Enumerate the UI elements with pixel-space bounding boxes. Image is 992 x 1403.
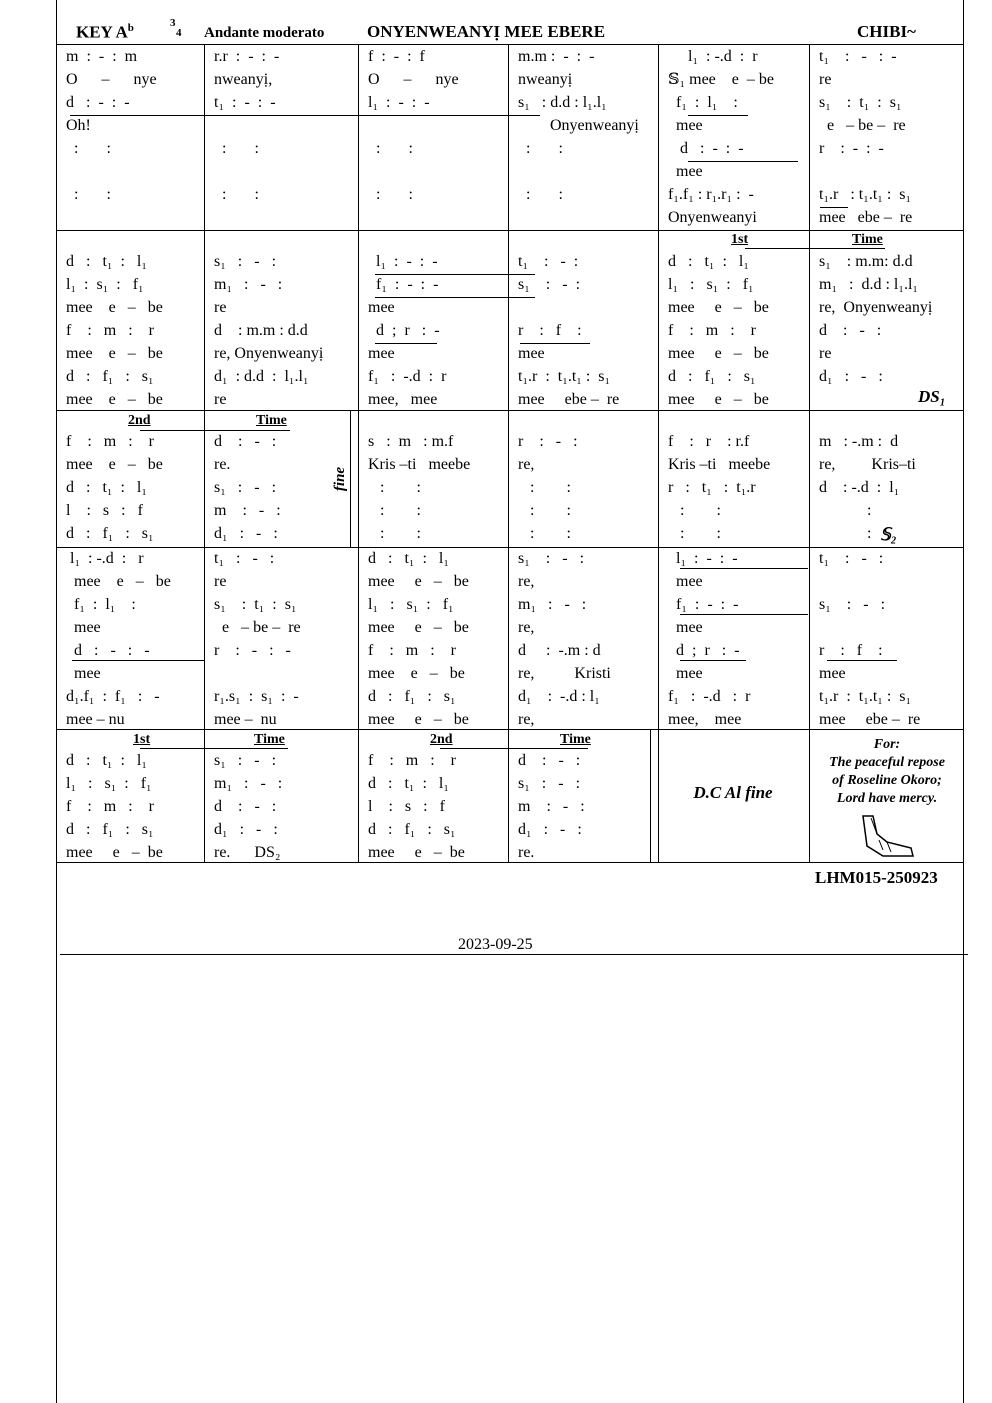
bar-line xyxy=(204,44,205,862)
notation-line: d : t₁ : l₁ xyxy=(66,752,147,769)
notation-line: mee xyxy=(668,117,703,134)
notation-line: mee xyxy=(518,345,545,362)
notation-line: t₁.r : t₁.t₁ : s₁ xyxy=(518,368,611,385)
document-date: 2023-09-25 xyxy=(458,936,533,953)
composer: CHIBI~ xyxy=(857,22,916,41)
notation-line: d : - : - xyxy=(668,140,744,157)
notation-line: : : xyxy=(368,525,421,542)
rule xyxy=(56,547,964,548)
notation-line: s₁ : m.m: d.d xyxy=(819,253,913,270)
notation-line: t₁.r : t₁.t₁ : s₁ xyxy=(819,688,912,705)
notation-line: re, Onyenweanyị xyxy=(214,345,324,362)
notation-line: d₁ : d.d : l₁.l₁ xyxy=(214,368,309,385)
underline xyxy=(70,115,540,116)
notation-line: mee e – be xyxy=(668,345,769,362)
notation-line: mee e – be xyxy=(66,345,163,362)
bar-line xyxy=(508,44,509,862)
notation-line: m₁ : - : xyxy=(214,276,283,293)
notation-line: mee, mee xyxy=(368,391,438,408)
notation-line: l : s : f xyxy=(66,502,143,519)
notation-line: Kris –ti meebe xyxy=(368,456,471,473)
notation-line: l₁ : s₁ : f₁ xyxy=(368,596,454,613)
notation-line: d : t₁ : l₁ xyxy=(368,550,449,567)
dedication-line: The peaceful repose xyxy=(829,755,945,770)
notation-line: d : f₁ : s₁ xyxy=(368,821,456,838)
notation-line: m : - : m xyxy=(66,48,138,65)
notation-line: s₁ : t₁ : s₁ xyxy=(819,94,902,111)
notation-line: f₁ : l₁ : xyxy=(668,94,738,111)
notation-line: mee e – be xyxy=(368,665,465,682)
notation-line: mee – nu xyxy=(214,711,277,728)
underline xyxy=(688,115,748,116)
notation-line: mee xyxy=(66,665,101,682)
key-signature: KEY $A^b$ xyxy=(76,22,134,42)
notation-line: re. DS₂ xyxy=(214,844,281,861)
notation-line: f : m : r xyxy=(66,798,154,815)
notation-line: : : xyxy=(368,502,421,519)
notation-line: re xyxy=(214,573,227,590)
notation-line: d : - : xyxy=(214,798,277,815)
notation-line: d₁ : - : xyxy=(214,821,278,838)
notation-line: d : -.m : d xyxy=(518,642,601,659)
notation-line: t₁.r : t₁.t₁ : s₁ xyxy=(819,186,912,203)
notation-line: t₁ : - : xyxy=(819,550,884,567)
notation-line: mee e – be xyxy=(668,299,769,316)
notation-line: s : m : m.f xyxy=(368,433,454,450)
notation-line: f : m : r xyxy=(66,322,154,339)
dedication-line: For: xyxy=(873,737,901,752)
notation-line: l₁ : - : - xyxy=(668,550,738,567)
notation-line: mee e – be xyxy=(66,391,163,408)
underline xyxy=(375,343,437,344)
notation-line: s₁ : t₁ : s₁ xyxy=(214,596,297,613)
second-time-label: 2nd xyxy=(430,732,453,747)
notation-line: d : - : - xyxy=(66,642,150,659)
notation-line: l₁ : s₁ : f₁ xyxy=(668,276,754,293)
notation-line: e – be – re xyxy=(819,117,906,134)
notation-line: re, xyxy=(518,456,535,473)
first-time-label: 1st xyxy=(133,732,151,747)
underline xyxy=(688,161,798,162)
notation-line: f : m : r xyxy=(368,642,456,659)
notation-line: mee ebe – re xyxy=(819,209,913,226)
rule xyxy=(56,44,964,45)
notation-line: mee xyxy=(819,665,846,682)
notation-line: re, Kris–ti xyxy=(819,456,916,473)
time-label: Time xyxy=(852,232,883,247)
notation-line: d : t₁ : l₁ xyxy=(66,479,147,496)
notation-line: re, Onyenweanyị xyxy=(819,299,933,316)
notation-line: l₁ : s₁ : f₁ xyxy=(66,276,144,293)
notation-line: s₁ : - : xyxy=(518,276,581,293)
notation-line: m₁ : - : xyxy=(214,775,283,792)
time-label: Time xyxy=(560,732,591,747)
double-bar xyxy=(650,729,651,862)
underline xyxy=(820,207,848,208)
notation-line: d : f₁ : s₁ xyxy=(368,688,456,705)
notation-line: mee, mee xyxy=(668,711,742,728)
volta-bracket xyxy=(745,248,885,249)
rule xyxy=(56,410,964,411)
underline xyxy=(520,343,590,344)
notation-line: mee ebe – re xyxy=(819,711,921,728)
notation-line: : : xyxy=(518,479,571,496)
notation-line: d₁ : - : xyxy=(819,368,883,385)
notation-line: mee e – be xyxy=(66,456,163,473)
notation-line: l₁ : - : - xyxy=(368,253,438,270)
bar-line xyxy=(658,44,659,862)
volta-bracket xyxy=(440,748,588,749)
underline xyxy=(680,568,808,569)
notation-line: mee e – be xyxy=(66,573,171,590)
notation-line: e – be – re xyxy=(214,619,301,636)
notation-line: d : -.d : l₁ xyxy=(819,479,900,496)
notation-line: re xyxy=(819,345,832,362)
notation-line: m₁ : d.d : l₁.l₁ xyxy=(819,276,918,293)
notation-line: d : t₁ : l₁ xyxy=(66,253,147,270)
notation-line: d₁ : - : xyxy=(518,821,582,838)
fine-marker: fine xyxy=(332,466,349,492)
notation-line: : : xyxy=(66,186,111,203)
notation-line: re, Kristi xyxy=(518,665,611,682)
notation-line: : xyxy=(819,525,872,542)
underline xyxy=(375,297,535,298)
fine-bar xyxy=(350,410,351,547)
notation-line: f₁.f₁ : r₁.r₁ : - xyxy=(668,186,754,203)
notation-line: r : - : - xyxy=(214,642,291,659)
notation-line: re xyxy=(214,299,227,316)
time-label: Time xyxy=(254,732,285,747)
notation-line: mee e – be xyxy=(368,573,469,590)
notation-line: m : - : xyxy=(214,502,281,519)
notation-line: O – nye xyxy=(66,71,157,88)
notation-line: d : f₁ : s₁ xyxy=(66,525,154,542)
notation-line: mee xyxy=(368,345,395,362)
notation-line: r : f : xyxy=(518,322,582,339)
notation-line: d ; r : - xyxy=(368,322,440,339)
song-title: ONYENWEANYỊ MEE EBERE xyxy=(367,22,606,41)
first-time-label: 1st xyxy=(731,232,749,247)
rule xyxy=(56,230,964,231)
rule xyxy=(56,729,964,730)
notation-line: f : m : r xyxy=(368,752,456,769)
notation-line: d₁ : - : xyxy=(214,525,278,542)
notation-line: re. xyxy=(518,844,535,861)
notation-line: t₁ : - : xyxy=(518,253,579,270)
notation-line: mee e – be xyxy=(66,299,163,316)
notation-line: : : xyxy=(368,140,413,157)
notation-line: mee xyxy=(66,619,101,636)
notation-line: : : xyxy=(214,140,259,157)
notation-line: d₁ : -.d : l₁ xyxy=(518,688,600,705)
notation-line: mee xyxy=(668,665,703,682)
underline xyxy=(827,660,897,661)
volta-bracket xyxy=(140,430,290,431)
notation-line: l₁ : -.d : r xyxy=(668,48,758,65)
notation-line: d₁.f₁ : f₁ : - xyxy=(66,688,160,705)
notation-line: Oh! xyxy=(66,117,91,134)
underline xyxy=(680,614,808,615)
time-signature: 3 4 xyxy=(170,17,182,39)
notation-line: : : xyxy=(518,186,563,203)
underline xyxy=(375,274,535,275)
notation-line: mee xyxy=(668,619,703,636)
praying-hands-icon xyxy=(853,812,917,865)
dedication-line: Lord have mercy. xyxy=(836,791,938,806)
notation-line: : : xyxy=(368,186,413,203)
notation-line: f₁ : l₁ : xyxy=(66,596,136,613)
notation-line: re xyxy=(214,391,227,408)
notation-line: : : xyxy=(518,525,571,542)
notation-line: r : - : - xyxy=(819,140,884,157)
dedication-note xyxy=(810,736,964,808)
notation-line: t₁ : - : - xyxy=(819,48,897,65)
notation-line: O – nye xyxy=(368,71,459,88)
notation-line: mee e – be xyxy=(368,844,465,861)
notation-line: m : -.m : d xyxy=(819,433,899,450)
notation-line: r : - : xyxy=(518,433,578,450)
notation-line: nweanyị, xyxy=(214,71,273,88)
segno-2-marker: 𝕊₂ xyxy=(880,525,897,544)
notation-line: f : m : r xyxy=(66,433,154,450)
notation-line: mee e – be xyxy=(368,711,469,728)
underline xyxy=(72,660,204,661)
notation-line: mee e – be xyxy=(66,844,163,861)
notation-line: m : - : xyxy=(518,798,585,815)
notation-line: s₁ : - : xyxy=(518,550,585,567)
notation-line: : : xyxy=(368,479,421,496)
notation-line: mee xyxy=(668,163,703,180)
notation-line: d : - : xyxy=(518,752,581,769)
notation-line: : : xyxy=(518,502,571,519)
notation-line: d : f₁ : s₁ xyxy=(66,821,154,838)
dc-al-fine: D.C Al fine xyxy=(693,783,773,802)
volta-bracket xyxy=(140,748,288,749)
notation-line: d : t₁ : l₁ xyxy=(668,253,749,270)
dedication-line: of Roseline Okoro; xyxy=(832,773,942,788)
notation-line: s₁ : - : xyxy=(819,596,886,613)
second-time-label: 2nd xyxy=(128,413,151,428)
notation-line: f₁ : -.d : r xyxy=(368,368,447,385)
notation-line: f₁ : -.d : r xyxy=(668,688,751,705)
notation-line: t₁ : - : - xyxy=(214,94,276,111)
notation-line: r : t₁ : t₁.r xyxy=(668,479,756,496)
notation-line: s₁ : - : xyxy=(518,775,581,792)
notation-line: d : - : xyxy=(819,322,882,339)
notation-line: s₁ : - : xyxy=(214,479,277,496)
notation-line: : : xyxy=(518,140,563,157)
notation-line: r : f : xyxy=(819,642,883,659)
notation-line: d : m.m : d.d xyxy=(214,322,308,339)
time-label: Time xyxy=(256,413,287,428)
notation-line: re xyxy=(819,71,832,88)
rule xyxy=(60,954,968,955)
notation-line: s₁ : - : xyxy=(214,253,277,270)
bar-line xyxy=(358,44,359,862)
notation-line: mee e – be xyxy=(668,391,769,408)
notation-line: re, xyxy=(518,619,535,636)
notation-line: l₁ : -.d : r xyxy=(66,550,144,567)
notation-line: Onyenweanyi xyxy=(668,209,757,226)
notation-line: mee xyxy=(668,573,703,590)
notation-line: d : f₁ : s₁ xyxy=(668,368,756,385)
notation-line: f : - : f xyxy=(368,48,425,65)
tempo-marking: Andante moderato xyxy=(204,25,325,41)
notation-line: : : xyxy=(668,525,721,542)
notation-line: d : t₁ : l₁ xyxy=(368,775,449,792)
notation-line: re. xyxy=(214,456,231,473)
underline xyxy=(680,660,746,661)
notation-line: : : xyxy=(214,186,259,203)
notation-line: l₁ : s₁ : f₁ xyxy=(66,775,152,792)
notation-line: re, xyxy=(518,711,535,728)
notation-line: d : - : - xyxy=(66,94,130,111)
notation-line: mee xyxy=(368,299,395,316)
notation-line: s₁ : - : xyxy=(214,752,277,769)
notation-line: d : - : xyxy=(214,433,277,450)
ds1-marker: DS₁ xyxy=(918,387,946,406)
notation-line: m₁ : - : xyxy=(518,596,587,613)
notation-line: nweanyị xyxy=(518,71,573,88)
notation-line: r.r : - : - xyxy=(214,48,280,65)
notation-line: m.m : - : - xyxy=(518,48,595,65)
notation-line: l : s : f xyxy=(368,798,445,815)
notation-line: mee – nu xyxy=(66,711,125,728)
notation-line: s₁ : d.d : l₁.l₁ xyxy=(518,94,607,111)
notation-line: f : r : r.f xyxy=(668,433,750,450)
notation-line: Kris –ti meebe xyxy=(668,456,771,473)
rule xyxy=(56,862,964,863)
notation-line: f₁ : - : - xyxy=(668,596,739,613)
notation-line: mee e – be xyxy=(368,619,469,636)
notation-line: mee ebe – re xyxy=(518,391,620,408)
notation-line: r₁.s₁ : s₁ : - xyxy=(214,688,299,705)
notation-line: : : xyxy=(66,140,111,157)
document-code: LHM015-250923 xyxy=(815,868,938,887)
notation-line: : : xyxy=(668,502,721,519)
notation-line: l₁ : - : - xyxy=(368,94,430,111)
notation-line: : xyxy=(819,502,872,519)
notation-line: d ; r : - xyxy=(668,642,740,659)
notation-line: re, xyxy=(518,573,535,590)
notation-line: d : f₁ : s₁ xyxy=(66,368,154,385)
notation-line: f : m : r xyxy=(668,322,756,339)
notation-line: 𝕊₁ mee e – be xyxy=(668,71,774,88)
notation-line: t₁ : - : xyxy=(214,550,275,567)
notation-line: Onyenweanyị xyxy=(518,117,639,134)
notation-line: f₁ : - : - xyxy=(368,276,439,293)
